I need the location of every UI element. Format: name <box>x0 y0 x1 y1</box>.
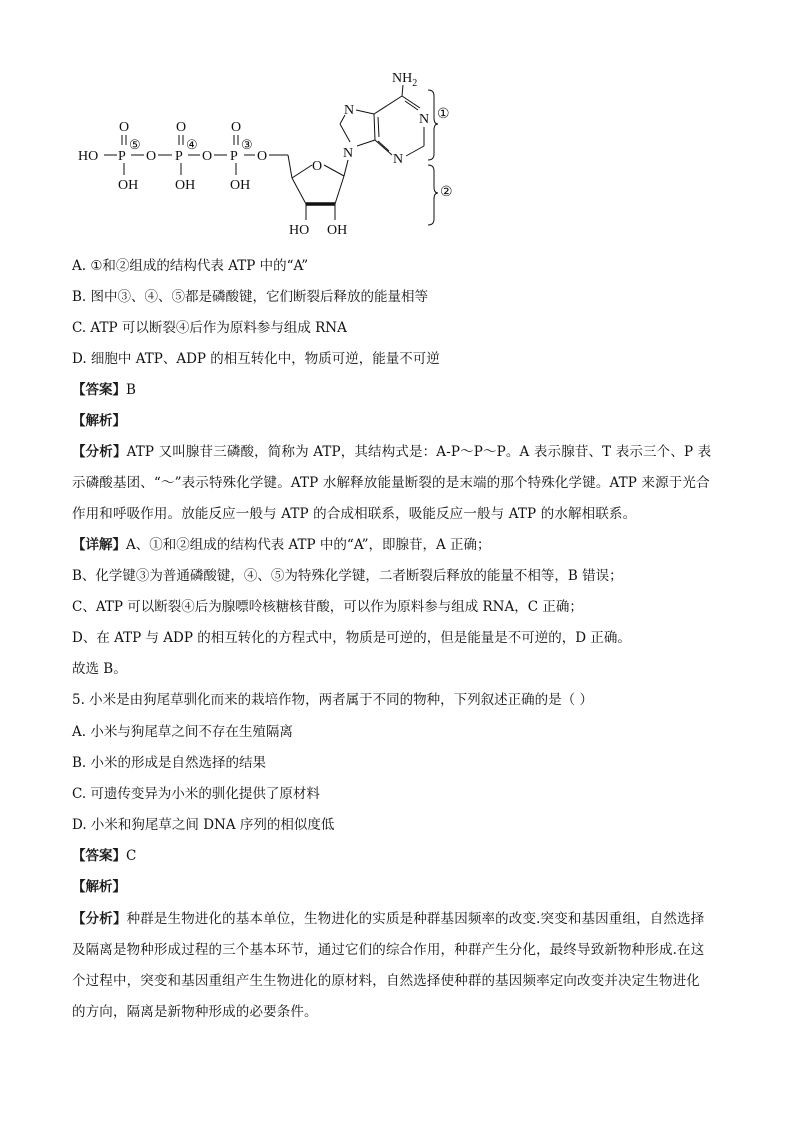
q5-fenxi-line-4: 的方向，隔离是新物种形成的必要条件。 <box>72 1004 318 1020</box>
atp-structure-figure <box>0 0 794 245</box>
q5-option-a: A. 小米与狗尾草之间不存在生殖隔离 <box>72 724 293 740</box>
phosphate-5-oh: OH <box>118 178 139 193</box>
q4-answer-tag: 【答案】 <box>72 382 126 398</box>
q4-conclusion: 故选 B。 <box>72 661 127 677</box>
n7-atom: N <box>344 103 355 118</box>
nh2-group: $NH_2$ <box>392 71 418 89</box>
n9-atom: N <box>343 146 354 161</box>
q4-xiangjie-tag: 【详解】 <box>72 537 126 553</box>
phosphate-3-o: O <box>231 120 242 135</box>
q4-xiangjie-line-4: D、在 ATP 与 ADP 的相互转化的方程式中，物质是可逆的，但是能量是不可逆的，D 正确。 <box>72 630 631 646</box>
q5-answer <box>72 846 136 866</box>
q5-option-b: B. 小米的形成是自然选择的结果 <box>72 755 267 771</box>
q5-fenxi-line-3: 个过程中，突变和基因重组产生生物进化的原材料，自然选择使种群的基因频率定向改变并决定生物进化 <box>72 973 700 989</box>
ring-o: O <box>312 159 323 174</box>
n1-atom: N <box>419 112 430 127</box>
phosphate-4-p: P <box>175 149 183 164</box>
bridge-o-3: O <box>257 149 268 164</box>
phosphate-5-p: P <box>118 149 126 164</box>
label-2: ② <box>440 185 453 200</box>
q4-xiangjie-line-3: C、ATP 可以断裂④后为腺嘌呤核糖核苷酸，可以作为原料参与组成 RNA，C 正确； <box>72 599 583 615</box>
q4-xiangjie-line-2: B、化学键③为普通磷酸键，④、⑤为特殊化学键，二者断裂后释放的能量不相等，B 错误； <box>72 568 623 584</box>
q4-option-c: C. ATP 可以断裂④后作为原料参与组成 RNA <box>72 320 347 336</box>
phosphate-4-o: O <box>176 120 187 135</box>
phosphate-4-label: ④ <box>186 137 198 152</box>
phosphate-4-oh: OH <box>175 178 196 193</box>
q4-fenxi-line-1: 【分析】ATP 又叫腺苷三磷酸，简称为 ATP，其结构式是：A-P～P～P。A 表示腺苷、T 表示三个、P 表 <box>72 444 712 460</box>
q5-analysis-tag: 【解析】 <box>72 879 126 895</box>
q4-xiangjie-line-1: 【详解】A、①和②组成的结构代表 ATP 中的“A”，即腺苷，A 正确； <box>72 537 491 553</box>
n3-atom: N <box>393 152 404 167</box>
phosphate-3-p: P <box>230 149 238 164</box>
q5-fenxi-line-2: 及隔离是物种形成过程的三个基本环节，通过它们的综合作用，种群产生分化，最终导致新物种形成.在这 <box>72 942 705 958</box>
phosphate-5-o: O <box>119 120 130 135</box>
q5-option-c: C. 可遗传变异为小米的驯化提供了原材料 <box>72 786 320 802</box>
q4-option-a: A. ①和②组成的结构代表 ATP 中的“A” <box>72 258 309 274</box>
q5-analysis-heading <box>72 877 126 897</box>
q4-option-d: D. 细胞中 ATP、ADP 的相互转化中，物质可逆，能量不可逆 <box>72 351 440 367</box>
phosphate-5-label: ⑤ <box>129 137 141 152</box>
q5-stem: 5. 小米是由狗尾草驯化而来的栽培作物，两者属于不同的物种，下列叙述正确的是（ ） <box>72 692 593 708</box>
q4-answer-value: B <box>126 382 136 398</box>
q4-analysis-tag: 【解析】 <box>72 413 126 429</box>
q4-fenxi-tag: 【分析】 <box>72 444 127 460</box>
q5-fenxi-tag: 【分析】 <box>72 911 127 927</box>
phosphate-3-label: ③ <box>241 137 253 152</box>
bridge-o-2: O <box>202 149 213 164</box>
q4-fenxi-line-3: 作用和呼吸作用。放能反应一般与 ATP 的合成相联系，吸能反应一般与 ATP 的水解相联系。 <box>72 506 637 522</box>
q4-option-b: B. 图中③、④、⑤都是磷酸键，它们断裂后释放的能量相等 <box>72 289 429 305</box>
phosphate-3-oh: OH <box>230 178 251 193</box>
ho-left: HO <box>78 149 99 164</box>
q5-fenxi-line-1: 【分析】种群是生物进化的基本单位，生物进化的实质是种群基因频率的改变.突变和基因重组，自然选择 <box>72 911 705 927</box>
q4-fenxi-line-2: 示磷酸基团、“～”表示特殊化学键。ATP 水解释放能量断裂的是末端的那个特殊化学键。ATP 来源于光合 <box>72 475 710 491</box>
q4-analysis-heading <box>72 411 126 431</box>
q5-answer-value: C <box>126 848 137 864</box>
q5-answer-tag: 【答案】 <box>72 848 126 864</box>
label-1: ① <box>437 107 450 122</box>
q5-option-d: D. 小米和狗尾草之间 DNA 序列的相似度低 <box>72 817 335 833</box>
bridge-o-1: O <box>146 149 157 164</box>
sugar-oh: OH <box>327 223 348 238</box>
q4-answer <box>72 380 136 400</box>
sugar-ho: HO <box>289 223 310 238</box>
